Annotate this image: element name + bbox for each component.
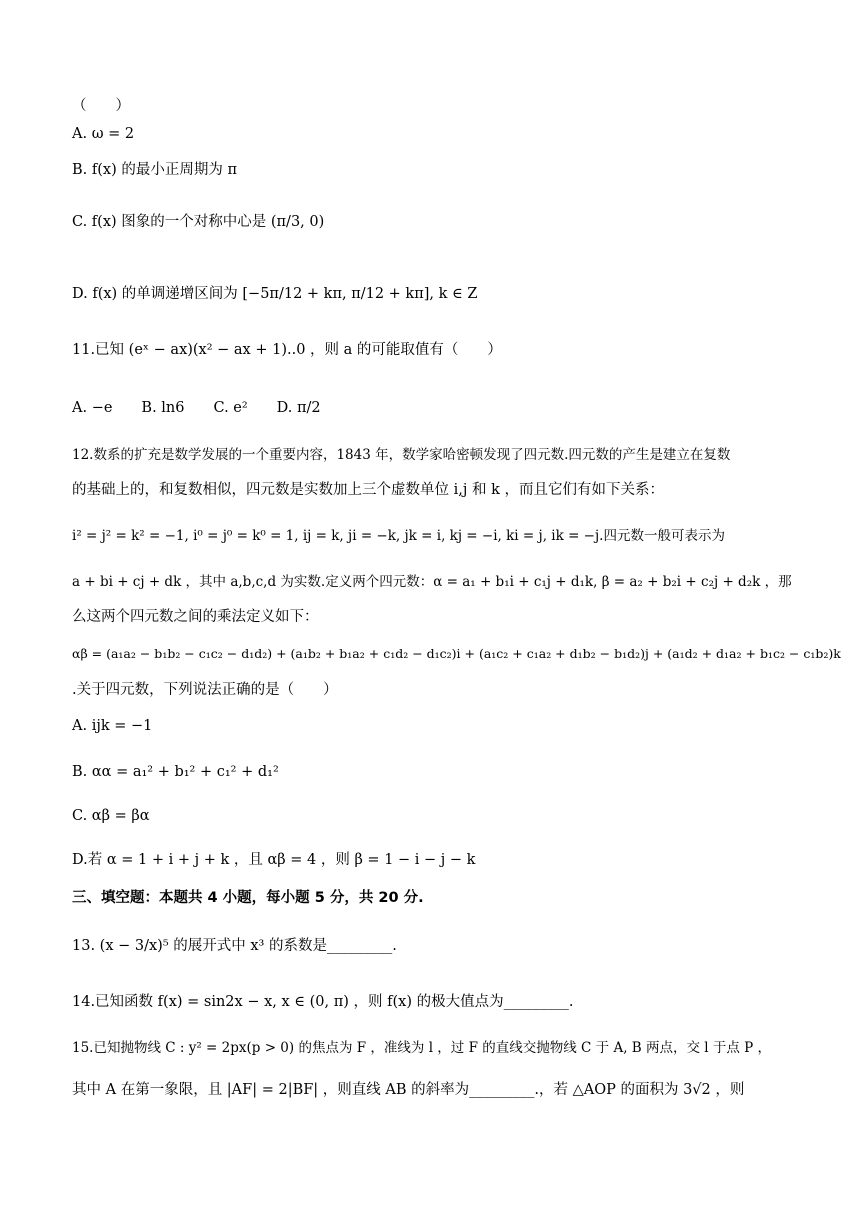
q12-option-c: C. αβ = βα	[72, 808, 150, 824]
option-d: D. f(x) 的单调递增区间为 [−5π/12 + kπ, π/12 + kπ], k ∈ Z	[72, 286, 478, 302]
q12-option-b: B. αα = a₁² + b₁² + c₁² + d₁²	[72, 764, 279, 780]
question-15-line-2: 其中 A 在第一象限，且 |AF| = 2|BF| ，则直线 AB 的斜率为_________.，若 △AOP 的面积为 3√2 ，则	[72, 1082, 745, 1098]
q12-option-d: D.若 α = 1 + i + j + k ，且 αβ = 4 ，则 β = 1 − i − j − k	[72, 852, 476, 868]
question-12-line-1: 12.数系的扩充是数学发展的一个重要内容，1843 年，数学家哈密顿发现了四元数.四元数的产生是建立在复数	[72, 447, 731, 463]
question-13: 13. (x − 3/x)⁵ 的展开式中 x³ 的系数是_________.	[72, 938, 397, 954]
multiplication-intro: 么这两个四元数之间的乘法定义如下：	[72, 609, 319, 625]
multiplication-formula: αβ = (a₁a₂ − b₁b₂ − c₁c₂ − d₁d₂) + (a₁b₂ + b₁a₂ + c₁d₂ − d₁c₂)i + (a₁c₂ + c₁a₂ + d₁b₂ − b₁d₂)j + (a₁d₂ + d₁a₂ + b₁c₂ − c₁b₂)k	[72, 646, 841, 661]
question-15-line-1: 15.已知抛物线 C : y² = 2px(p > 0) 的焦点为 F ，准线为 l ，过 F 的直线交抛物线 C 于 A, B 两点，交 l 于点 P ，	[72, 1040, 772, 1056]
q12-option-a: A. ijk = −1	[72, 718, 153, 734]
quaternion-definition: a + bi + cj + dk ，其中 a,b,c,d 为实数.定义两个四元数：α = a₁ + b₁i + c₁j + d₁k, β = a₂ + b₂i + c₂j + d₂k ，那	[72, 574, 792, 590]
question-12-line-2: 的基础上的，和复数相似，四元数是实数加上三个虚数单位 i,j 和 k ，而且它们有如下关系：	[72, 482, 664, 498]
option-b: B. f(x) 的最小正周期为 π	[72, 162, 237, 178]
question-11-options: A. −e B. ln6 C. e² D. π/2	[72, 400, 321, 416]
question-14: 14.已知函数 f(x) = sin2x − x, x ∈ (0, π) ，则 f(x) 的极大值点为_________.	[72, 994, 574, 1010]
option-c: C. f(x) 图象的一个对称中心是 (π/3, 0)	[72, 214, 325, 230]
section-heading-fill-in: 三、填空题：本题共 4 小题，每小题 5 分，共 20 分.	[72, 890, 424, 906]
question-12-prompt: .关于四元数，下列说法正确的是（ ）	[72, 682, 338, 698]
question-10-answer-bracket: （ ）	[72, 98, 130, 114]
question-11: 11.已知 (eˣ − ax)(x² − ax + 1)..0 ，则 a 的可能取值有（ ）	[72, 342, 502, 358]
quaternion-relations: i² = j² = k² = −1, i⁰ = j⁰ = k⁰ = 1, ij = k, ji = −k, jk = i, kj = −i, ki = j, ik = −j.四元数一般可表示为	[72, 528, 725, 544]
option-a: A. ω = 2	[72, 126, 135, 142]
